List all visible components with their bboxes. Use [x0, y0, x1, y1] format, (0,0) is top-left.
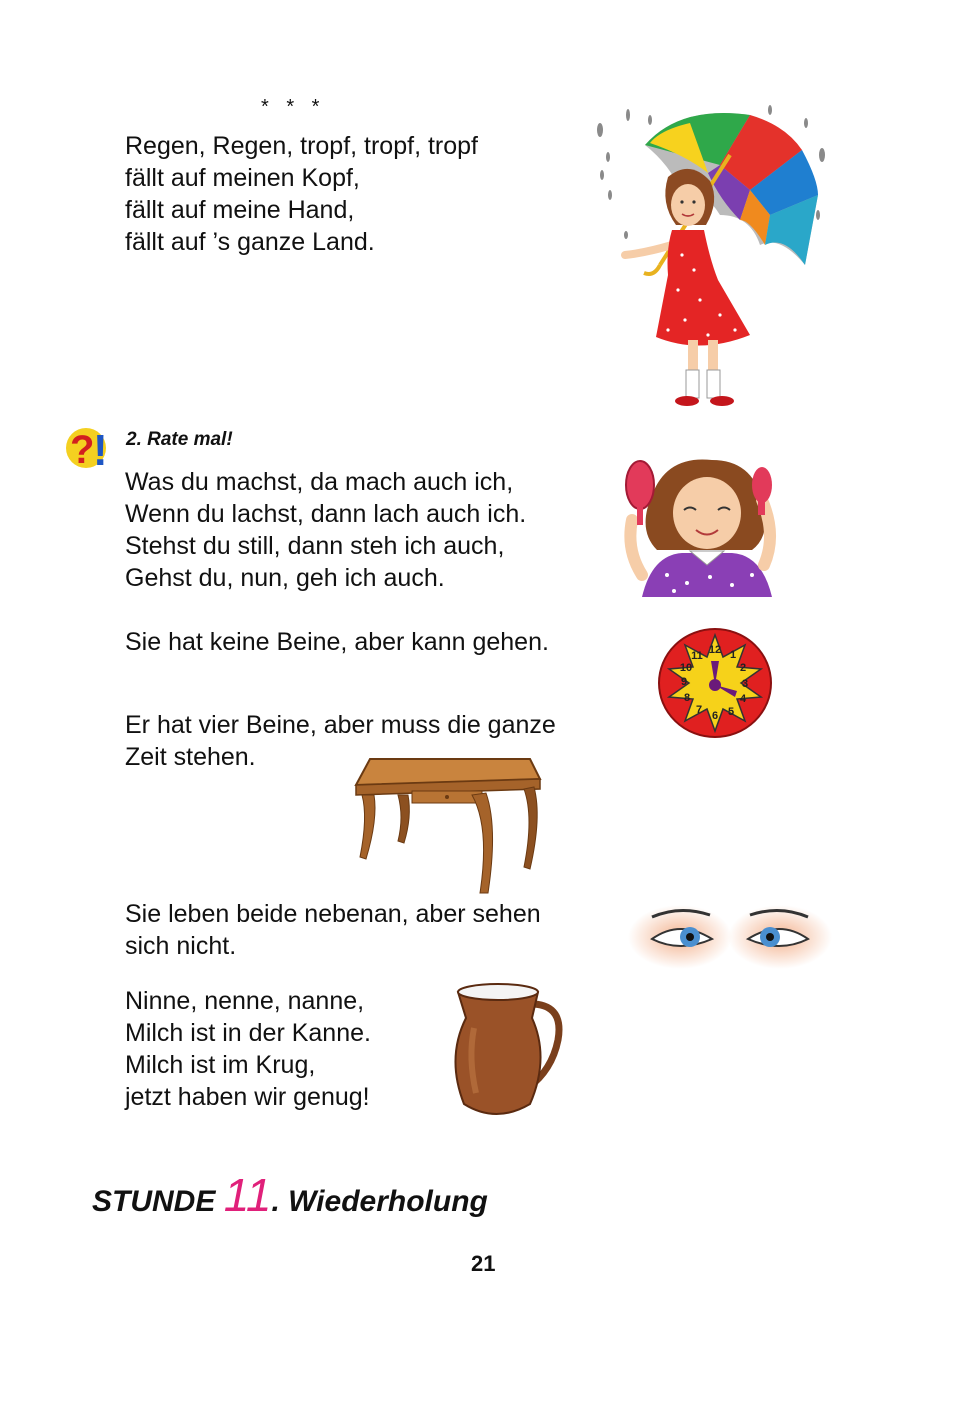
riddle-line: Zeit stehen. [125, 743, 256, 771]
girl-with-umbrella-illustration [590, 95, 830, 435]
clock-number: 3 [741, 678, 749, 690]
poem-line: jetzt haben wir genug! [125, 1083, 370, 1111]
clock-number: 9 [680, 676, 688, 688]
clock-number: 7 [695, 704, 703, 716]
lesson-heading [92, 1168, 488, 1222]
clock-number: 6 [711, 710, 719, 722]
clock-number: 4 [739, 693, 747, 705]
girl-with-mirror-illustration [612, 455, 788, 597]
task-title: 2. Rate mal! [126, 429, 233, 450]
milk-jug-illustration [446, 978, 566, 1124]
stars-separator: * * * [261, 96, 326, 118]
clock-number: 5 [727, 706, 735, 718]
eyes-illustration [630, 903, 830, 967]
riddle-line: sich nicht. [125, 932, 237, 960]
poem-line: Ninne, nenne, nanne, [125, 987, 365, 1015]
clock-number: 8 [683, 692, 691, 704]
lesson-title: . Wiederholung [271, 1185, 488, 1218]
riddle-line: Er hat vier Beine, aber muss die ganze [125, 711, 556, 739]
riddle-line: Sie leben beide nebenan, aber sehen [125, 900, 541, 928]
clock-number: 1 [729, 649, 737, 661]
clock-illustration [657, 627, 773, 739]
lesson-number: 11 [223, 1169, 272, 1221]
poem-line: fällt auf meine Hand, [125, 196, 355, 224]
riddle-line: Was du machst, da mach auch ich, [125, 468, 514, 496]
poem-line: fällt auf ’s ganze Land. [125, 228, 375, 256]
poem-line: Milch ist im Krug, [125, 1051, 316, 1079]
lesson-prefix: STUNDE [92, 1185, 224, 1218]
poem-line: Regen, Regen, tropf, tropf, tropf [125, 132, 478, 160]
question-exclamation-icon [66, 423, 116, 473]
riddle-line: Gehst du, nun, geh ich auch. [125, 564, 445, 592]
clock-number: 10 [679, 662, 693, 674]
riddle-line: Wenn du lachst, dann lach auch ich. [125, 500, 527, 528]
clock-number: 11 [691, 650, 703, 662]
clock-number: 2 [739, 662, 747, 674]
poem-line: fällt auf meinen Kopf, [125, 164, 360, 192]
svg-text:?: ? [70, 428, 95, 472]
svg-text:!: ! [93, 426, 108, 475]
riddle-line: Stehst du still, dann steh ich auch, [125, 532, 505, 560]
table-illustration [352, 757, 540, 895]
clock-number: 12 [708, 644, 722, 656]
poem-line: Milch ist in der Kanne. [125, 1019, 371, 1047]
page-number: 21 [471, 1251, 496, 1276]
riddle-clock-line: Sie hat keine Beine, aber kann gehen. [125, 628, 549, 656]
